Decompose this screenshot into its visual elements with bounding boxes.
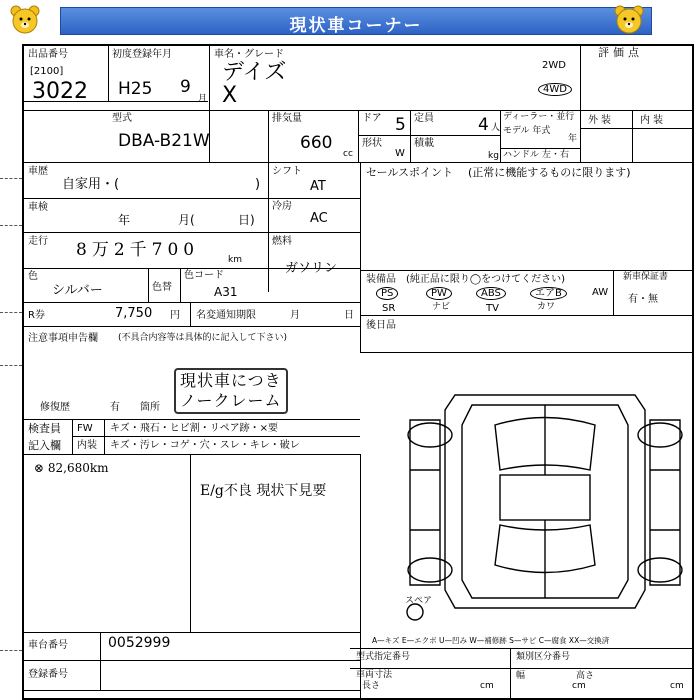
handwritten-odometer: ⊗ 82,680km <box>34 461 109 475</box>
fw-text: キズ・飛石・ヒビ割・リペア跡・×要 <box>110 423 278 434</box>
deadline-day: 日 <box>344 310 354 321</box>
exterior-label: 外装 <box>588 115 614 126</box>
fuel-label: 燃料 <box>272 236 292 247</box>
selling-label: セールスポイント <box>366 166 454 179</box>
selling-hint: (正常に機能するものに限ります) <box>468 166 631 179</box>
car-name: デイズ <box>222 60 287 85</box>
handle-lr: 左・右 <box>542 150 570 160</box>
cm-unit-1: cm <box>480 681 494 691</box>
drive-4wd: 4WD <box>538 83 572 96</box>
deadline-label: 名変通知期限 <box>196 310 256 321</box>
eval-label: 評価点 <box>598 46 643 59</box>
grade: X <box>222 83 238 108</box>
plate-label: 登録番号 <box>28 669 68 680</box>
model-label: 型式 <box>112 113 132 124</box>
recycle-label: R券 <box>28 310 45 321</box>
km-unit: km <box>228 255 242 265</box>
handle-label: ハンドル <box>503 150 540 160</box>
no-claim-stamp <box>174 368 288 414</box>
equip-aw: AW <box>592 287 609 298</box>
model: DBA-B21W <box>118 131 210 151</box>
shape-label: 形状 <box>362 138 382 149</box>
color-code-label: 色コード <box>184 270 224 281</box>
bear-icon <box>8 3 42 37</box>
chassis-label: 車台番号 <box>28 640 68 651</box>
equip-airbag: エアB <box>530 287 567 300</box>
warranty-label: 新車保証書 <box>623 272 669 282</box>
repair-place: 箇所 <box>140 402 160 413</box>
equip-pw: PW <box>426 287 452 300</box>
first-reg-month: 9 <box>180 77 191 97</box>
interior-text: キズ・汚レ・コゲ・穴・スレ・キレ・破レ <box>110 440 300 451</box>
history-value: 自家用・( <box>62 177 120 192</box>
cm-unit-2: cm <box>572 681 586 691</box>
handwritten-note: E/g不良 現状下見要 <box>200 483 327 499</box>
name-label: 車名・グレード <box>214 49 284 60</box>
damage-legend: A—キズ E—エクボ U—凹み W—補修跡 S—サビ C—腐食 XX—交換済 <box>372 636 610 645</box>
repair-label: 修復歴 <box>40 402 70 413</box>
deadline-month: 月 <box>290 310 300 321</box>
inspection-year: 年 <box>118 213 131 227</box>
banner-title: 現状車コーナー <box>289 16 423 36</box>
capacity: 4 <box>478 115 489 135</box>
check-label: 検査員 <box>28 422 61 435</box>
year-unit: 年 <box>568 134 578 144</box>
height-unit: 高さ <box>576 671 595 681</box>
equip-sr: SR <box>382 303 396 314</box>
equipment-label: 装備品 <box>366 274 396 285</box>
equipment-hint: (純正品に限り◯をつけてください) <box>406 274 565 285</box>
history-close: ) <box>255 177 261 192</box>
color: シルバー <box>52 283 103 298</box>
doors: 5 <box>395 115 406 135</box>
equip-navi: ナビ <box>432 302 451 312</box>
inspection-label: 車検 <box>28 202 48 213</box>
chassis-number: 0052999 <box>108 635 171 651</box>
stamp-line-2: ノークレーム <box>180 391 282 410</box>
inspection-month: 月( <box>178 213 195 227</box>
stamp-line-1: 現状車につき <box>180 371 282 390</box>
car-diagram <box>400 380 690 625</box>
notes-label: 注意事項申告欄 <box>28 333 98 344</box>
equip-leather: カワ <box>537 302 556 312</box>
color-change-label: 色替 <box>152 282 172 293</box>
aircon-label: 冷房 <box>272 201 292 212</box>
recycle-amount: 7,750 <box>115 306 153 321</box>
displacement-label: 排気量 <box>272 113 302 124</box>
spare-label: スペア <box>405 596 433 606</box>
dealer-label: ディーラー・並行 <box>503 112 575 122</box>
shift: AT <box>310 179 326 194</box>
record-label: 記入欄 <box>28 439 61 452</box>
inspection-day: 日) <box>238 213 255 227</box>
cc-unit: cc <box>343 149 353 159</box>
load-label: 積載 <box>414 138 434 149</box>
banner <box>0 0 700 42</box>
rear-label: 後日品 <box>366 320 396 331</box>
length-unit: 長さ <box>362 681 381 691</box>
color-label: 色 <box>28 271 38 282</box>
capacity-label: 定員 <box>414 113 434 124</box>
history-label: 車歴 <box>28 166 48 177</box>
aircon: AC <box>310 211 328 226</box>
person-unit: 人 <box>491 123 501 133</box>
drive-2wd: 2WD <box>542 60 566 71</box>
type-number-label: 型式指定番号 <box>356 652 411 662</box>
fw-label: FW <box>77 423 93 434</box>
interior-eval-label: 内装 <box>640 115 666 126</box>
yen-unit: 円 <box>170 310 180 321</box>
cm-unit-3: cm <box>670 681 684 691</box>
kg-unit: kg <box>488 151 499 161</box>
mileage: 8万2千700 <box>76 240 200 260</box>
interior-label: 内装 <box>77 440 97 451</box>
dimension-label: 車両寸法 <box>356 670 393 680</box>
month-unit: 月 <box>198 94 208 104</box>
banner-bar <box>60 7 652 35</box>
shape: W <box>395 148 405 159</box>
mileage-label: 走行 <box>28 236 48 247</box>
equip-ps: PS <box>376 287 398 300</box>
equip-tv: TV <box>486 303 499 314</box>
shift-label: シフト <box>272 166 302 177</box>
notes-hint: (不具合内容等は具体的に記入して下さい) <box>118 333 288 343</box>
first-reg-label: 初度登録年月 <box>112 49 172 60</box>
door-label: ドア <box>362 113 382 124</box>
equip-abs: ABS <box>476 287 506 300</box>
repair-value: 有 <box>110 402 120 413</box>
model-year-label: モデル 年式 <box>503 126 551 136</box>
warranty-value: 有・無 <box>628 294 658 305</box>
displacement: 660 <box>300 133 333 153</box>
bear-icon <box>612 3 646 37</box>
width-unit: 幅 <box>516 671 526 681</box>
class-number-label: 類別区分番号 <box>516 652 571 662</box>
lot-code: [2100] <box>30 66 64 77</box>
lot-number: 3022 <box>32 79 88 104</box>
color-code: A31 <box>214 285 238 299</box>
lot-label: 出品番号 <box>28 49 68 60</box>
first-reg-year: H25 <box>118 79 153 99</box>
fuel: ガソリン <box>285 261 338 276</box>
car-body-outline <box>445 395 645 608</box>
